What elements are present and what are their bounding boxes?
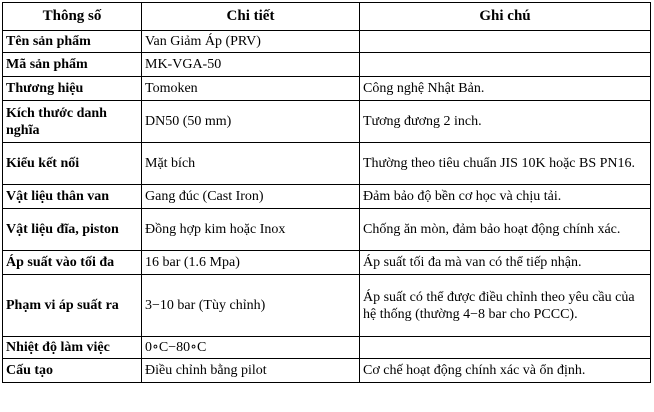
table-row (3, 209, 651, 251)
table-row (3, 31, 651, 53)
table-row (3, 251, 651, 275)
row-note: Cơ chế hoạt động chính xác và ổn định. (360, 359, 651, 383)
table-row (3, 101, 651, 143)
row-value: 16 bar (1.6 Mpa) (142, 251, 360, 275)
row-key: Kích thước danh nghĩa (3, 101, 142, 143)
row-value: Điều chỉnh bằng pilot (142, 359, 360, 383)
row-note: Đảm bảo độ bền cơ học và chịu tải. (360, 185, 651, 209)
row-value: Van Giảm Áp (PRV) (142, 31, 360, 53)
row-note: Chống ăn mòn, đảm bảo hoạt động chính xác. (360, 209, 651, 251)
table-row (3, 337, 651, 359)
header-note: Ghi chú (360, 3, 651, 31)
row-value: 0∘C−80∘C (142, 337, 360, 359)
row-key: Áp suất vào tối đa (3, 251, 142, 275)
row-key: Nhiệt độ làm việc (3, 337, 142, 359)
row-note (360, 53, 651, 77)
header-parameter: Thông số (3, 3, 142, 31)
row-note: Áp suất tối đa mà van có thể tiếp nhận. (360, 251, 651, 275)
row-value: Mặt bích (142, 143, 360, 185)
row-value: Đồng hợp kim hoặc Inox (142, 209, 360, 251)
table-row (3, 185, 651, 209)
row-key: Tên sản phẩm (3, 31, 142, 53)
table-row (3, 275, 651, 337)
row-note: Tương đương 2 inch. (360, 101, 651, 143)
table-row (3, 143, 651, 185)
row-key: Vật liệu thân van (3, 185, 142, 209)
row-note: Áp suất có thể được điều chỉnh theo yêu cầu của hệ thống (thường 4−8 bar cho PCCC). (360, 275, 651, 337)
spec-table (2, 2, 651, 383)
table-row (3, 77, 651, 101)
row-value: 3−10 bar (Tùy chỉnh) (142, 275, 360, 337)
row-note: Thường theo tiêu chuẩn JIS 10K hoặc BS PN16. (360, 143, 651, 185)
row-value: DN50 (50 mm) (142, 101, 360, 143)
row-note (360, 337, 651, 359)
row-key: Mã sản phẩm (3, 53, 142, 77)
row-key: Thương hiệu (3, 77, 142, 101)
row-note: Công nghệ Nhật Bản. (360, 77, 651, 101)
header-detail: Chi tiết (142, 3, 360, 31)
table-row (3, 359, 651, 383)
row-note (360, 31, 651, 53)
row-value: Tomoken (142, 77, 360, 101)
row-value: MK-VGA-50 (142, 53, 360, 77)
table-row (3, 53, 651, 77)
row-key: Vật liệu đĩa, piston (3, 209, 142, 251)
row-key: Kiểu kết nối (3, 143, 142, 185)
row-key: Phạm vi áp suất ra (3, 275, 142, 337)
row-key: Cấu tạo (3, 359, 142, 383)
header-row (3, 3, 651, 31)
row-value: Gang đúc (Cast Iron) (142, 185, 360, 209)
